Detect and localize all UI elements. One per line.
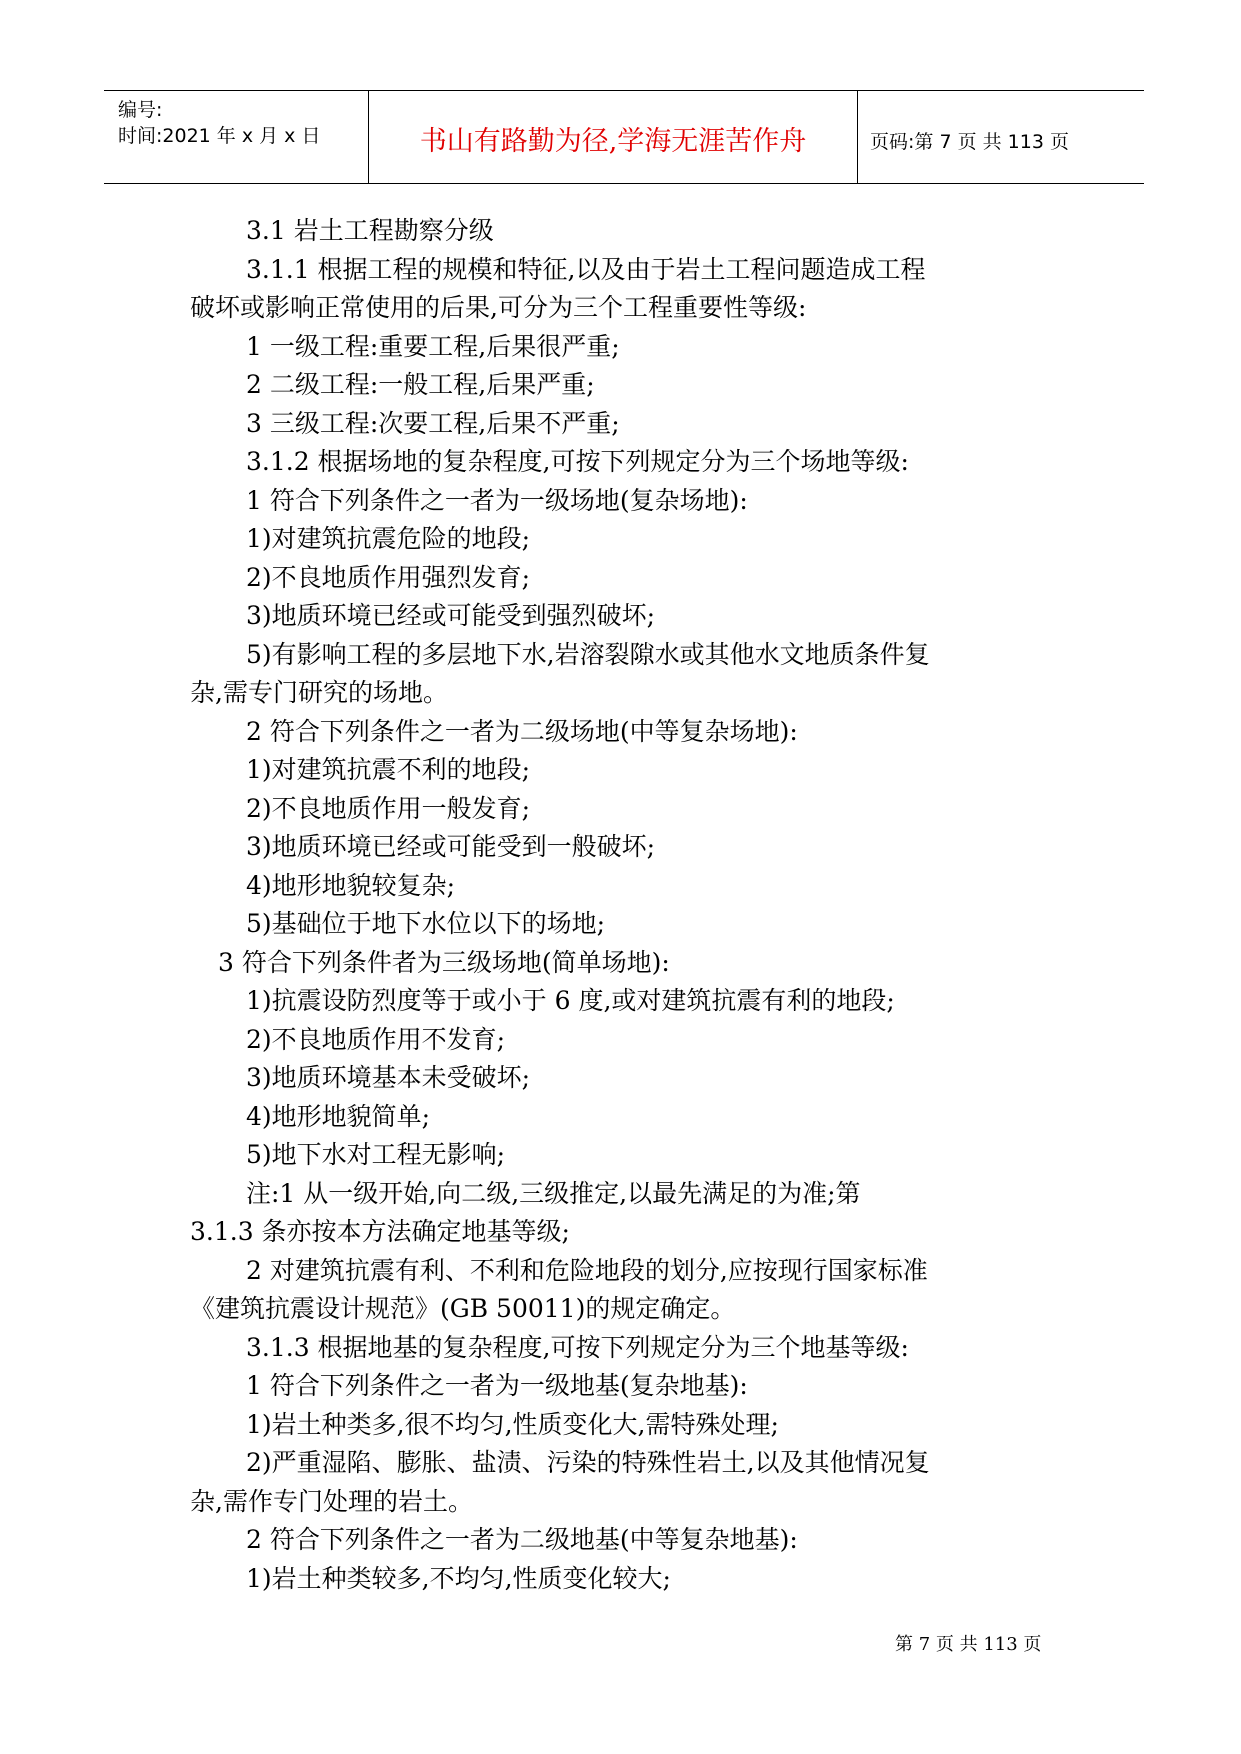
body-line: 5)地下水对工程无影响; bbox=[246, 1140, 506, 1169]
body-line: 注:1 从一级开始,向二级,三级推定,以最先满足的为准;第 bbox=[246, 1178, 861, 1208]
header-motto: 书山有路勤为径,学海无涯苦作舟 bbox=[419, 126, 807, 157]
body-line: 4)地形地貌简单; bbox=[246, 1101, 431, 1131]
body-line: 3)地质环境已经或可能受到强烈破坏; bbox=[246, 601, 656, 630]
body-line: 3.1.3 根据地基的复杂程度,可按下列规定分为三个地基等级: bbox=[246, 1332, 909, 1362]
header-center-cell bbox=[368, 91, 858, 183]
header-right-cell bbox=[856, 91, 1144, 183]
header-table bbox=[104, 90, 1144, 184]
body-line: 2)不良地质作用一般发育; bbox=[246, 793, 531, 823]
body-line: 1 符合下列条件之一者为一级地基(复杂地基): bbox=[246, 1371, 748, 1400]
body-line: 2 对建筑抗震有利、不利和危险地段的划分,应按现行国家标准 bbox=[246, 1255, 928, 1285]
body-line: 1 符合下列条件之一者为一级场地(复杂场地): bbox=[246, 485, 748, 515]
header-page-label: 页码:第 7 页 共 113 页 bbox=[870, 131, 1069, 153]
body-line: 1)对建筑抗震危险的地段; bbox=[246, 524, 531, 553]
body-line: 1)岩土种类较多,不均匀,性质变化较大; bbox=[246, 1563, 671, 1593]
body-line: 3 三级工程:次要工程,后果不严重; bbox=[246, 408, 620, 438]
document-time-label: 时间:2021 年 x 月 x 日 bbox=[118, 125, 321, 147]
body-line: 2)严重湿陷、膨胀、盐渍、污染的特殊性岩土,以及其他情况复 bbox=[246, 1448, 930, 1477]
body-line: 1)岩土种类多,很不均匀,性质变化大,需特殊处理; bbox=[246, 1409, 779, 1439]
body-line: 2)不良地质作用不发育; bbox=[246, 1024, 506, 1054]
body-line: 3.1 岩土工程勘察分级 bbox=[246, 216, 494, 245]
body-line: 《建筑抗震设计规范》(GB 50011)的规定确定。 bbox=[190, 1294, 736, 1323]
header-left-cell bbox=[104, 91, 368, 183]
footer-page-number: 第 7 页 共 113 页 bbox=[895, 1634, 1042, 1655]
body-line: 2)不良地质作用强烈发育; bbox=[246, 562, 531, 592]
body-line: 杂,需专门研究的场地。 bbox=[190, 678, 448, 707]
body-line: 5)有影响工程的多层地下水,岩溶裂隙水或其他水文地质条件复 bbox=[246, 639, 930, 669]
body-line: 3.1.2 根据场地的复杂程度,可按下列规定分为三个场地等级: bbox=[246, 447, 909, 476]
body-line: 3)地质环境已经或可能受到一般破坏; bbox=[246, 832, 656, 861]
body-line: 1)对建筑抗震不利的地段; bbox=[246, 755, 531, 784]
body-line: 2 二级工程:一般工程,后果严重; bbox=[246, 370, 595, 399]
body-line: 2 符合下列条件之一者为二级场地(中等复杂场地): bbox=[246, 716, 798, 746]
body-line: 3)地质环境基本未受破坏; bbox=[246, 1063, 531, 1092]
body-line: 4)地形地貌较复杂; bbox=[246, 870, 456, 900]
document-number-label: 编号: bbox=[118, 99, 163, 121]
body-line: 1)抗震设防烈度等于或小于 6 度,或对建筑抗震有利的地段; bbox=[246, 986, 895, 1015]
body-line: 破坏或影响正常使用的后果,可分为三个工程重要性等级: bbox=[190, 293, 807, 322]
body-line: 杂,需作专门处理的岩土。 bbox=[190, 1486, 473, 1516]
body-line: 5)基础位于地下水位以下的场地; bbox=[246, 909, 606, 938]
body-line: 1 一级工程:重要工程,后果很严重; bbox=[246, 331, 620, 361]
body-line: 2 符合下列条件之一者为二级地基(中等复杂地基): bbox=[246, 1525, 798, 1554]
document-body bbox=[190, 212, 1056, 1598]
body-line: 3.1.3 条亦按本方法确定地基等级; bbox=[190, 1217, 570, 1246]
body-line: 3.1.1 根据工程的规模和特征,以及由于岩土工程问题造成工程 bbox=[246, 254, 926, 284]
body-line: 3 符合下列条件者为三级场地(简单场地): bbox=[218, 947, 670, 977]
